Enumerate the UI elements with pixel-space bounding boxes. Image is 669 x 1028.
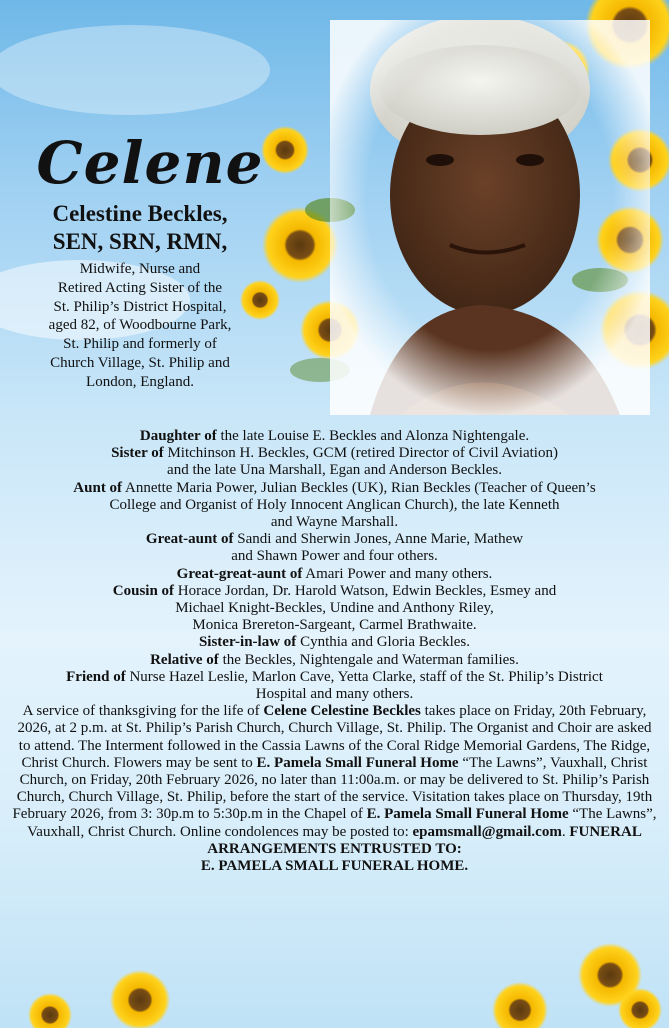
relation-label: Sister of — [111, 445, 164, 462]
funeral-home-name: E. Pamela Small Funeral Home — [366, 806, 569, 823]
relation-text: Michael Knight-Beckles, Undine and Anthony Riley, — [175, 600, 494, 617]
relation-text: Sandi and Sherwin Jones, Anne Marie, Mathew — [233, 531, 524, 548]
service-intro: A service of thanksgiving for the life of — [22, 703, 264, 720]
relation-sister-in-law — [10, 634, 659, 651]
relation-text: Horace Jordan, Dr. Harold Watson, Edwin Beckles, Esmey and — [174, 582, 557, 599]
service-text: “The Lawns”, Vauxhall, Christ Church, on Friday, 20th February 2026, no later than 11:00a.m. or may be delivered to St. Philip’s Parish Church, Church Village, St. Philip, before the start of the service. Visitation takes place on Thursday, 19th February 2026, from 3: 30p.m to 5:30p.m in the Chapel of — [12, 754, 653, 823]
arrangements-heading: FUNERAL ARRANGEMENTS ENTRUSTED TO: — [207, 823, 642, 857]
relation-text: Mitchinson H. Beckles, GCM (retired Director of Civil Aviation) — [163, 445, 558, 462]
relation-great-aunt — [10, 531, 659, 565]
relation-friend — [10, 669, 659, 703]
description-line: Church Village, St. Philip and — [50, 354, 230, 371]
relation-text: Cynthia and Gloria Beckles. — [296, 634, 471, 651]
relation-label: Friend of — [66, 668, 126, 685]
relation-label: Cousin of — [112, 582, 175, 599]
name-block — [0, 130, 280, 392]
relation-daughter — [10, 428, 659, 445]
relation-sister — [10, 445, 659, 479]
relation-text: Monica Brereton-Sargeant, Carmel Brathwaite. — [192, 617, 477, 634]
relation-text: College and Organist of Holy Innocent Anglican Church), the late Kenneth — [109, 496, 560, 513]
qualifications: SEN, SRN, RMN, — [52, 229, 228, 254]
service-details — [10, 703, 659, 875]
relation-aunt — [10, 480, 659, 532]
email-address: epamsmall@gmail.com — [412, 823, 562, 840]
relation-text: and Wayne Marshall. — [270, 514, 399, 531]
relation-label: Sister-in-law of — [198, 634, 297, 651]
relation-text: Annette Maria Power, Julian Beckles (UK), Rian Beckles (Teacher of Queen’s — [122, 479, 596, 496]
obituary-body — [10, 428, 659, 875]
service-text: takes place on Friday, 20th February, 2026, at 2 p.m. at St. Philip’s Parish Church, Church Village, St. Philip. The Organist and Choir are asked to attend. The Interment followed in the Cassia Lawns of the Coral Ridge Memorial Gardens, The Ridge, Christ Church. Flowers may be sent to — [17, 703, 652, 771]
relation-label: Aunt of — [73, 479, 123, 496]
service-text: “The Lawns”, Vauxhall, Christ Church. Online condolences may be posted to: — [27, 806, 657, 840]
description-line: Retired Acting Sister of the — [57, 279, 223, 296]
relation-text: and Shawn Power and four others. — [231, 548, 438, 565]
header — [0, 0, 669, 420]
relation-text: the Beckles, Nightengale and Waterman families. — [218, 651, 519, 668]
first-name: Celene — [36, 129, 264, 197]
description-line: aged 82, of Woodbourne Park, — [48, 317, 232, 334]
description-line: Midwife, Nurse and — [79, 261, 201, 277]
relation-text: Hospital and many others. — [255, 686, 414, 703]
description — [10, 260, 270, 392]
full-name: Celestine Beckles, — [52, 201, 228, 226]
relation-label: Daughter of — [139, 428, 217, 444]
relation-label: Great-great-aunt of — [176, 565, 303, 582]
funeral-home-name: E. Pamela Small Funeral Home — [256, 754, 459, 771]
description-line: St. Philip and formerly of — [63, 336, 217, 353]
description-line: St. Philip’s District Hospital, — [53, 298, 227, 315]
relation-label: Great-aunt of — [145, 531, 234, 548]
relation-great-great-aunt — [10, 566, 659, 583]
portrait-photo — [330, 20, 650, 415]
funeral-home-caps: E. PAMELA SMALL FUNERAL HOME. — [200, 858, 469, 875]
relation-text: and the late Una Marshall, Egan and Anderson Beckles. — [167, 462, 502, 479]
service-text: . — [561, 823, 570, 840]
relation-text: the late Louise E. Beckles and Alonza Nightengale. — [216, 428, 530, 444]
relation-relative — [10, 652, 659, 669]
relation-text: Amari Power and many others. — [302, 565, 493, 582]
relation-label: Relative of — [150, 651, 219, 668]
description-line: London, England. — [86, 373, 194, 390]
deceased-name: Celene Celestine Beckles — [263, 703, 421, 720]
relation-text: Nurse Hazel Leslie, Marlon Cave, Yetta Clarke, staff of the St. Philip’s District — [125, 668, 603, 685]
relation-cousin — [10, 583, 659, 635]
